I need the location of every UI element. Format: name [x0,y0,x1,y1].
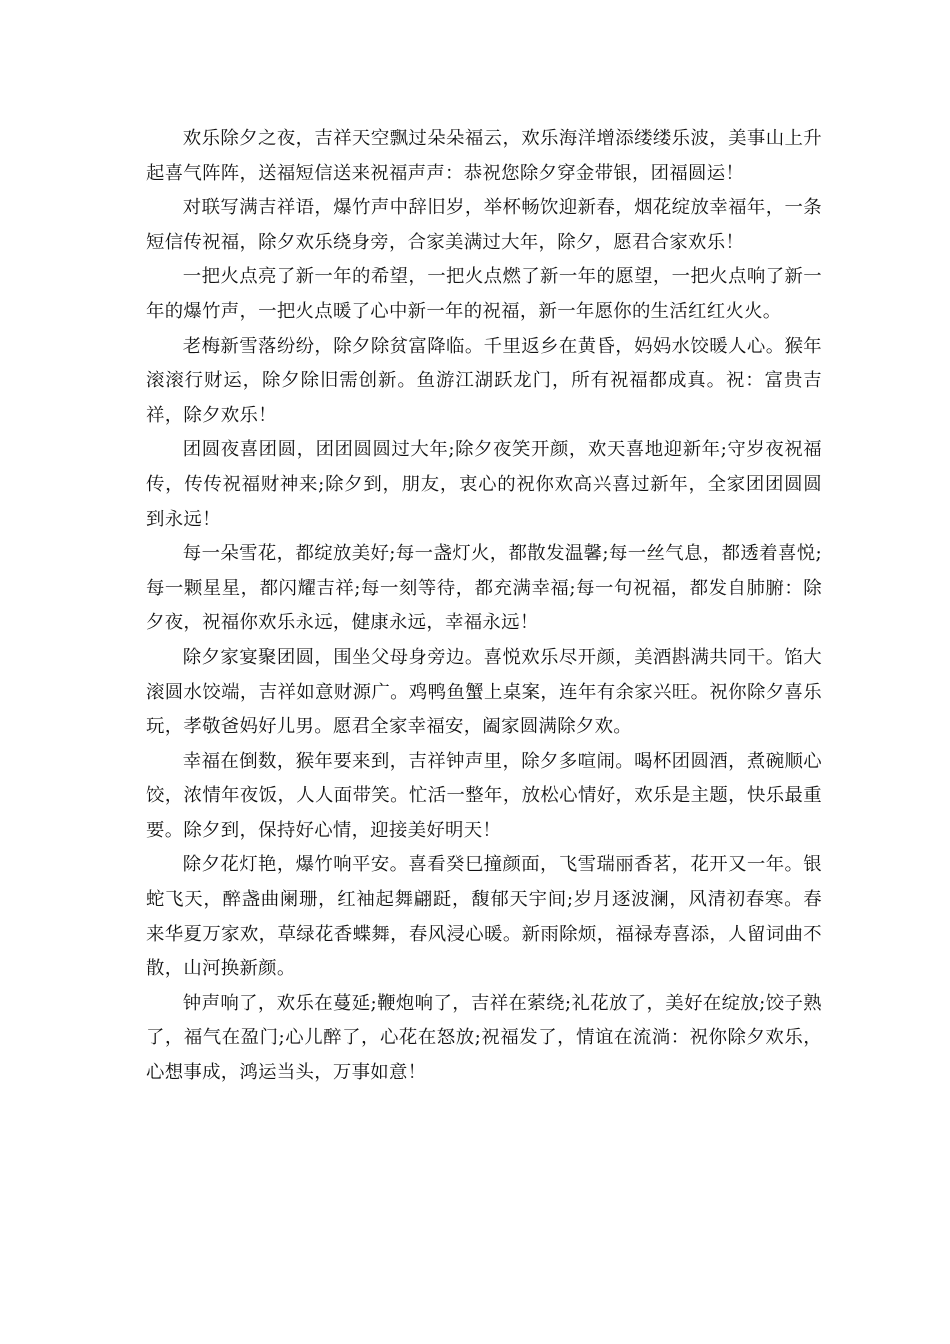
paragraph: 老梅新雪落纷纷，除夕除贫富降临。千里返乡在黄昏，妈妈水饺暖人心。猴年滚滚行财运，除夕除旧需创新。鱼游江湖跃龙门，所有祝福都成真。祝：富贵吉祥，除夕欢乐！ [146,335,822,426]
paragraph: 钟声响了，欢乐在蔓延;鞭炮响了，吉祥在萦绕;礼花放了，美好在绽放;饺子熟了，福气在盈门;心儿醉了，心花在怒放;祝福发了，情谊在流淌：祝你除夕欢乐，心想事成，鸿运当头，万事如意！ [146,992,822,1084]
paragraph: 幸福在倒数，猴年要来到，吉祥钟声里，除夕多喧闹。喝杯团圆酒，煮碗顺心饺，浓情年夜饭，人人面带笑。忙活一整年，放松心情好，欢乐是主题，快乐最重要。除夕到，保持好心情，迎接美好明天！ [146,750,822,841]
paragraph: 每一朵雪花，都绽放美好;每一盏灯火，都散发温馨;每一丝气息，都透着喜悦;每一颗星星，都闪耀吉祥;每一刻等待，都充满幸福;每一句祝福，都发自肺腑：除夕夜，祝福你欢乐永远，健康永远，幸福永远！ [146,543,822,634]
paragraph: 除夕家宴聚团圆，围坐父母身旁边。喜悦欢乐尽开颜，美酒斟满共同干。馅大滚圆水饺端，吉祥如意财源广。鸡鸭鱼蟹上桌案，连年有余家兴旺。祝你除夕喜乐玩，孝敬爸妈好儿男。愿君全家幸福安，阖家圆满除夕欢。 [146,646,822,738]
paragraph: 对联写满吉祥语，爆竹声中辞旧岁，举杯畅饮迎新春，烟花绽放幸福年，一条短信传祝福，除夕欢乐绕身旁，合家美满过大年，除夕，愿君合家欢乐！ [146,197,822,253]
paragraph: 一把火点亮了新一年的希望，一把火点燃了新一年的愿望，一把火点响了新一年的爆竹声，一把火点暖了心中新一年的祝福，新一年愿你的生活红红火火。 [146,266,822,322]
paragraph: 欢乐除夕之夜，吉祥天空飘过朵朵福云，欢乐海洋增添缕缕乐波，美事山上升起喜气阵阵，送福短信送来祝福声声：恭祝您除夕穿金带银，团福圆运！ [146,128,822,184]
paragraph: 除夕花灯艳，爆竹响平安。喜看癸巳撞颜面，飞雪瑞丽香茗，花开又一年。银蛇飞天，醉盏曲阑珊，红袖起舞翩跹，馥郁天宇间;岁月逐波澜，风清初春寒。春来华夏万家欢，草绿花香蝶舞，春风浸心暖。新雨除烦，福禄寿喜添，人留词曲不散，山河换新颜。 [146,854,822,980]
paragraph: 团圆夜喜团圆，团团圆圆过大年;除夕夜笑开颜，欢天喜地迎新年;守岁夜祝福传，传传祝福财神来;除夕到，朋友，衷心的祝你欢高兴喜过新年，全家团团圆圆到永远！ [146,439,822,530]
document-body [146,122,822,1091]
